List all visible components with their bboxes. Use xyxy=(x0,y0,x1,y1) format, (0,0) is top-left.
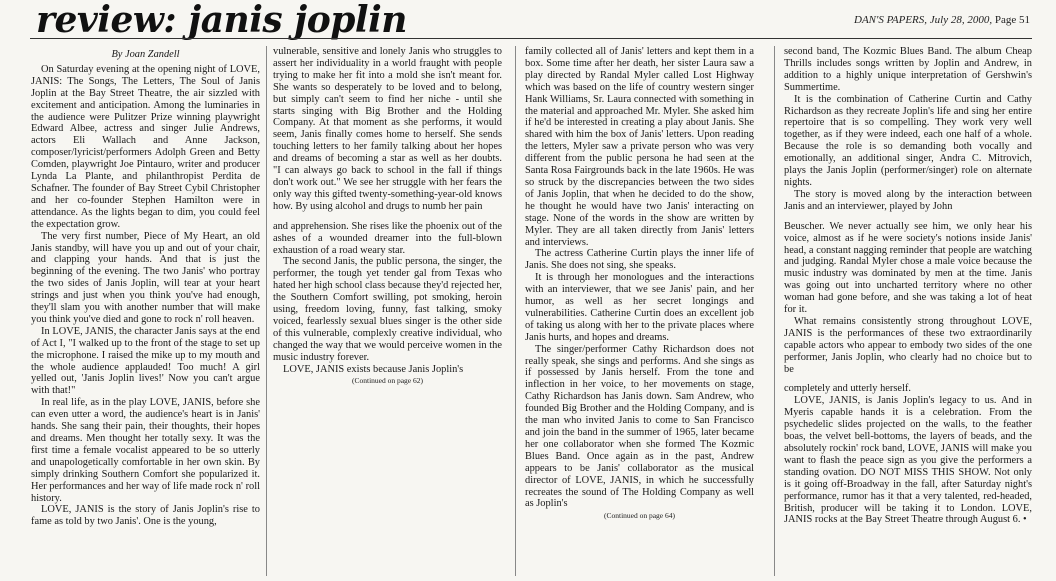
dateline xyxy=(854,14,1030,26)
paragraph: LOVE, JANIS is the story of Janis Joplin's rise to fame as told by two Janis'. One is the young, xyxy=(31,504,260,528)
continued-note: (Continued on page 64) xyxy=(603,511,676,521)
column-divider xyxy=(774,46,775,576)
paragraph: It is the combination of Catherine Curtin and Cathy Richardson as they recreate Joplin's life and sing her entire repertoire that is so compelling. They work very well together, as if they were indeed, each one half of a whole. Because the role is so demanding both vocally and emotionally, an additional singer, Andra C. Mitrovich, plays the Janis Joplin (performer/singer) role on alternate nights. xyxy=(784,93,1032,188)
column-divider xyxy=(266,46,267,576)
column-gap xyxy=(273,213,502,221)
paragraph: The second Janis, the public persona, the singer, the performer, the tough yet tender gal from Texas who hated her high school class because they'd rejected her, the Southern Comfort swilling, pot smoking, heroin using, freedom loving, funny, fast talking, smoky voiced, fearlessly sexual blues singer is the other side of this vulnerable, complexly creative individual, who changed the way that we would perceive women in the music industry forever. xyxy=(273,256,502,363)
paragraph: The story is moved along by the interaction between Janis and an interviewer, played by John xyxy=(784,188,1032,212)
article-column-1 xyxy=(31,46,260,581)
column-gap xyxy=(784,375,1032,383)
paragraph: LOVE, JANIS exists because Janis Joplin's xyxy=(283,363,464,375)
paragraph: vulnerable, sensitive and lonely Janis who struggles to assert her individuality in a world fraught with people trying to make her fit into a mold she isn't meant for. She wants so desperately to be loved and to belong, but simply can't seem to find her niche - until she starts singing with Big Brother and the Holding Company. At that moment as she performs, it would seem, Janis finally comes home to herself. She sends touching letters to her family talking about her hopes and dreams of becoming a star as well as her doubts. "I can always go back to school in the fall if things don't work out." We see her struggle with her fears the only way this gifted twenty-something-year-old knows how. By using alcohol and drugs to numb her pain xyxy=(273,46,502,212)
byline: By Joan Zandell xyxy=(111,49,180,60)
paragraph: In real life, as in the play LOVE, JANIS, before she can even utter a word, the audience's heart is in Janis' hands. She sang their pain, their thoughts, their hopes and dreams. Men thought her totally sexy. It was the first time a female vocalist appeared to be so utterly and unapologetically comfortable in her own skin. By simply drinking Southern Comfort she popularized it. Her performances and her way of life made rock n' roll history. xyxy=(31,397,260,504)
paragraph: LOVE, JANIS, is Janis Joplin's legacy to us. And in Myeris capable hands it is a celebration. From the psychedelic slides projected on the walls, to the feather boas, the velvet bell-bottoms, the layers of beads, and the absolutely rockin' rock band, LOVE, JANIS will make you want to flash the peace sign as you give the performers a standing ovation. DO NOT MISS THIS SHOW. Not only is it going off-Broadway in the fall, after Saturday night's performance, rumor has it that a very talented, red-headed, British, producer will be taking it to London. LOVE, JANIS rocks at the Bay Street Theatre through August 6. • xyxy=(784,395,1032,526)
paragraph: completely and utterly herself. xyxy=(784,383,911,395)
publication-name: DAN'S PAPERS, xyxy=(854,14,928,26)
paragraph: Beuscher. We never actually see him, we only hear his voice, almost as if he were society's notions inside Janis' head, a constant nagging reminder that people are watching and judging. Randal Myler chose a male voice because the music industry was dominated by men at the time. Janis was going out into uncharted territory where no other woman had gone before, and she was taking a lot of heat for it. xyxy=(784,220,1032,316)
paragraph: On Saturday evening at the opening night of LOVE, JANIS: The Songs, The Letters, The Soul of Janis Joplin at the Bay Street Theatre, the air sizzled with excitement and anticipation. Among the luminaries in the audience were Pulitzer Prize winning playwright Edward Albee, actress and singer Julie Andrews, actors Eli Wallach and Anne Jackson, composer/lyricist/performers Adolph Green and Betty Comden, playwright Joe Pintauro, writer and producer Lynda La Plante, and philanthropist Perdita de Schafner. The founder of Bay Street Cybil Christopher and her co-founder Stephen Hamilton were in attendance. As the lights began to dim, you could feel the expectation grow. xyxy=(31,63,260,230)
header-rule xyxy=(30,38,1032,39)
paragraph: family collected all of Janis' letters and kept them in a box. Some time after her death, her sister Laura saw a play directed by Randal Myler called Lost Highway which was based on the life of country western singer Hank Williams, Sr. Laura connected with something in the material and approached Mr. Myler. She asked him if he'd be interested in creating a play about Janis. She shared with him the box of Janis' letters. Upon reading the letters, Myler saw a private person who was very different from the public persona he had seen at the Santa Rosa Fairgrounds back in the late 1960s. He was so struck by the discrepancies between the two sides of Janis Joplin, that when he decided to do the show, he thought he would have two Janis' interacting on stage. None of the words in the show are written by Myler. They are all taken directly from Janis' letters and interviews. xyxy=(525,46,754,248)
paragraph: The singer/performer Cathy Richardson does not really speak, she sings and performs. And she sings as if possessed by Janis herself. From the tone and inflection in her voice, to her movements on stage, Cathy Richardson has Janis down. Sam Andrew, who founded Big Brother and the Holding Company, and is the man who invited Janis to come to San Francisco and join the band in the summer of 1965, later became her one collaborator when she formed The Kozmic Blues Band. Once again as in the past, Andrew appears to be Janis' collaborator as the musical director of LOVE, JANIS, in which he successfully recreates the sound of The Holding Company as well as Joplin's xyxy=(525,343,754,510)
paragraph: The very first number, Piece of My Heart, an old Janis standby, will have you up and out of your chair, and clapping your hands. And that is just the beginning of the evening. The two Janis' who portray the two sides of Janis Joplin, will tear at your heart strings and just when you think you've had enough, they'll slam you with another number that will make you think you've died and gone to rock n' roll heaven. xyxy=(31,230,260,325)
masthead xyxy=(0,0,1056,44)
headline: review: janis joplin xyxy=(36,0,407,41)
page-number: Page 51 xyxy=(994,14,1030,26)
paragraph: second band, The Kozmic Blues Band. The album Cheap Thrills includes songs written by Joplin and Andrew, in addition to a highly unique interpretation of Gershwin's Summertime. xyxy=(784,46,1032,93)
publication-date: July 28, 2000, xyxy=(929,14,993,26)
article-column-4 xyxy=(784,46,1032,581)
column-gap xyxy=(784,213,1032,221)
column-divider xyxy=(515,46,516,576)
continued-note: (Continued on page 62) xyxy=(351,376,424,386)
paragraph: The actress Catherine Curtin plays the inner life of Janis. She does not sing, she speaks. xyxy=(525,248,754,272)
paragraph: In LOVE, JANIS, the character Janis says at the end of Act I, "I walked up to the front of the stage to set up the microphone. I raised the mike up to my mouth and the whole audience applauded! Too much! A girl yelled out, 'Janis Joplin lives!' Now you can't argue with that!" xyxy=(31,325,260,397)
paragraph: and apprehension. She rises like the phoenix out of the ashes of a wounded dreamer into the full-blown exhaustion of a road weary star. xyxy=(273,220,502,256)
paragraph: What remains consistently strong throughout LOVE, JANIS is the performances of these two extraordinarily capable actors who appear to embody two sides of the one performer, Janis Joplin, who clearly had no choice but to be xyxy=(784,315,1032,375)
article-column-2 xyxy=(273,46,502,581)
article-column-3 xyxy=(525,46,754,581)
paragraph: It is through her monologues and the interactions with an interviewer, that we see Janis' pain, and her humor, as well as her secret longings and vulnerabilities. Catherine Curtin does an excellent job of taking us along with her to the private places where Janis hurts, and hopes and dreams. xyxy=(525,272,754,343)
